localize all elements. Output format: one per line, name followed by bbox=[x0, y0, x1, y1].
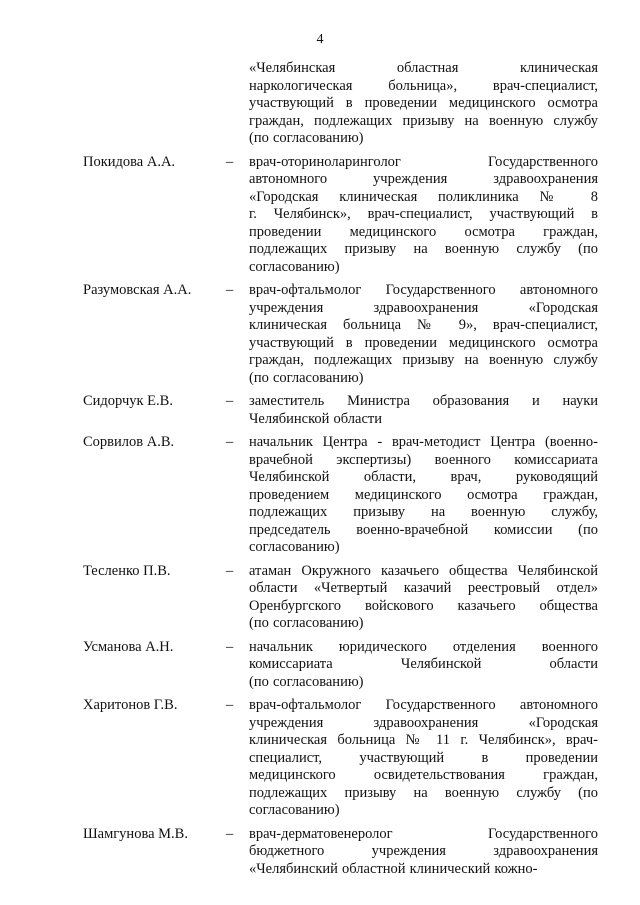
member-list bbox=[0, 60, 640, 884]
position-line: (по согласованию) bbox=[249, 615, 364, 631]
position-line: (по согласованию) bbox=[249, 369, 364, 386]
member-entry bbox=[0, 434, 640, 557]
position-line: согласованию) bbox=[249, 802, 340, 818]
member-name: Шамгунова М.В. bbox=[83, 825, 188, 842]
member-position bbox=[249, 154, 598, 277]
position-line: врач-оториноларинголог Государственного bbox=[249, 153, 598, 170]
position-line: «Челябинская областная клиническая bbox=[249, 60, 598, 76]
member-name: Покидова А.А. bbox=[83, 153, 176, 170]
position-line: врач-офтальмолог Государственного автономного bbox=[249, 697, 598, 713]
position-line: подлежащих призыву на военную службу, bbox=[249, 504, 598, 520]
entry-dash: – bbox=[226, 562, 234, 579]
position-line: (по согласованию) bbox=[249, 130, 364, 146]
member-entry bbox=[0, 826, 640, 879]
entry-dash: – bbox=[226, 434, 234, 450]
position-line: бюджетного учреждения здравоохранения bbox=[249, 843, 598, 859]
entry-dash: – bbox=[226, 393, 234, 409]
member-position bbox=[249, 826, 598, 879]
entry-dash: – bbox=[226, 282, 234, 298]
member-entry bbox=[0, 154, 640, 277]
position-line: согласованию) bbox=[249, 539, 340, 555]
member-entry bbox=[0, 639, 640, 692]
entry-dash: – bbox=[226, 153, 234, 170]
position-line: комиссариата Челябинской области bbox=[249, 656, 598, 672]
position-line: участвующий в проведении медицинского осмотра bbox=[249, 334, 598, 351]
member-position bbox=[249, 434, 598, 557]
entry-dash: – bbox=[226, 825, 234, 842]
entry-dash: – bbox=[226, 697, 234, 713]
member-name: Усманова А.Н. bbox=[83, 638, 174, 655]
position-line: подлежащих призыву на военную службу (по bbox=[249, 241, 598, 257]
position-line: (по согласованию) bbox=[249, 673, 364, 690]
position-line: медицинского освидетельствования граждан, bbox=[249, 767, 598, 783]
position-line: клиническая больница № 11 г. Челябинск», врач- bbox=[249, 732, 598, 748]
position-line: врач-офтальмолог Государственного автономного bbox=[249, 282, 598, 298]
position-line: подлежащих призыву на военную службу (по bbox=[249, 784, 598, 801]
page-number: 4 bbox=[316, 32, 324, 47]
member-entry bbox=[0, 393, 640, 428]
position-line: учреждения здравоохранения «Городская bbox=[249, 714, 598, 731]
member-name: Разумовская А.А. bbox=[83, 282, 192, 298]
position-line: заместитель Министра образования и науки bbox=[249, 393, 598, 409]
position-line: атаман Окружного казачьего общества Челябинской bbox=[249, 562, 598, 579]
position-line: специалист, участвующий в проведении bbox=[249, 749, 598, 766]
position-line: Оренбургского войскового казачьего общества bbox=[249, 597, 598, 614]
member-position bbox=[249, 60, 598, 148]
position-line: начальник юридического отделения военного bbox=[249, 638, 598, 655]
member-name: Сорвилов А.В. bbox=[83, 434, 175, 450]
position-line: клиническая больница № 9», врач-специалист, bbox=[249, 317, 598, 333]
member-position bbox=[249, 639, 598, 692]
position-line: Челябинской области, врач, руководящий bbox=[249, 469, 598, 485]
member-position bbox=[249, 393, 598, 428]
member-entry bbox=[0, 563, 640, 633]
entry-dash: – bbox=[226, 638, 234, 655]
position-line: начальник Центра - врач-методист Центра (военно- bbox=[249, 434, 598, 450]
position-line: г. Челябинск», врач-специалист, участвующий в bbox=[249, 206, 598, 222]
position-line: наркологическая больница», врач-специалист, bbox=[249, 77, 598, 94]
member-entry bbox=[0, 697, 640, 820]
member-position bbox=[249, 563, 598, 633]
position-line: согласованию) bbox=[249, 258, 340, 275]
position-line: врач-дерматовенеролог Государственного bbox=[249, 825, 598, 842]
position-line: граждан, подлежащих призыву на военную службу bbox=[249, 352, 598, 368]
member-name: Тесленко П.В. bbox=[83, 562, 171, 579]
member-entry bbox=[0, 60, 640, 148]
position-line: врачебной экспертизы) военного комиссариата bbox=[249, 451, 598, 468]
position-line: «Городская клиническая поликлиника № 8 bbox=[249, 188, 598, 205]
member-name: Сидорчук Е.В. bbox=[83, 393, 173, 409]
position-line: участвующий в проведении медицинского осмотра bbox=[249, 95, 598, 111]
member-name: Харитонов Г.В. bbox=[83, 697, 178, 713]
member-position bbox=[249, 697, 598, 820]
position-line: Челябинской области bbox=[249, 410, 383, 427]
position-line: учреждения здравоохранения «Городская bbox=[249, 299, 598, 316]
position-line: «Челябинский областной клинический кожно- bbox=[249, 860, 538, 877]
member-entry bbox=[0, 282, 640, 387]
position-line: автономного учреждения здравоохранения bbox=[249, 171, 598, 187]
position-line: председатель военно-врачебной комиссии (по bbox=[249, 521, 598, 538]
position-line: проведением медицинского осмотра граждан, bbox=[249, 486, 598, 503]
position-line: области «Четвертый казачий реестровый отдел» bbox=[249, 580, 598, 596]
position-line: проведении медицинского осмотра граждан, bbox=[249, 223, 598, 240]
position-line: граждан, подлежащих призыву на военную службу bbox=[249, 112, 598, 129]
member-position bbox=[249, 282, 598, 387]
